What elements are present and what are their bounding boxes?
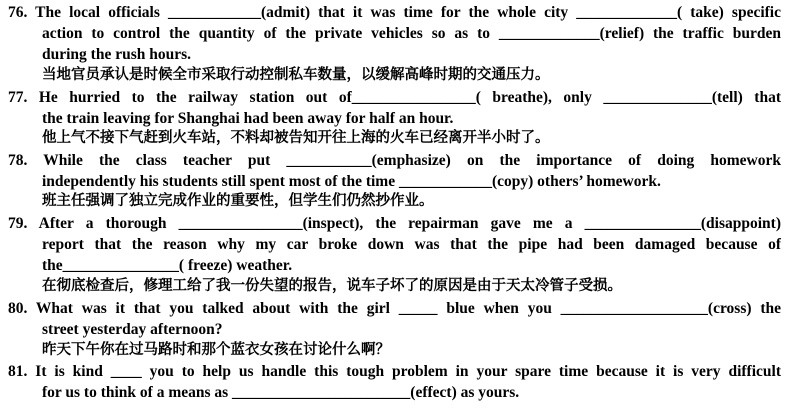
q78-translation: 班主任强调了独立完成作业的重要性，但学生们仍然抄作业。 — [42, 193, 434, 209]
q80-line-2: street yesterday afternoon? — [42, 321, 223, 338]
q76-line-1: 76. The local officials ____________(admit) that it was time for the whole city _____________( take) specific — [8, 4, 781, 21]
q77-line-1: 77. He hurried to the railway station out of________________( breathe), only ______________(tell) that — [8, 89, 781, 106]
q76-line-3: during the rush hours. — [42, 46, 192, 63]
q79-line-3: the_______________( freeze) weather. — [42, 257, 293, 274]
q77-translation: 他上气不接下气赶到火车站，不料却被告知开往上海的火车已经离开半小时了。 — [42, 130, 550, 146]
q81-line-1: 81. It is kind ____ you to help us handle this tough problem in your spare time because it is very difficult — [8, 363, 781, 380]
q80-line-1: 80. What was it that you talked about with the girl _____ blue when you ___________________(cross) the — [8, 300, 781, 317]
q77-line-2: the train leaving for Shanghai had been away for half an hour. — [42, 110, 454, 127]
q76-translation: 当地官员承认是时候全市采取行动控制私车数量，以缓解高峰时期的交通压力。 — [42, 67, 550, 83]
q76-line-2: action to control the quantity of the private vehicles so as to _____________(relief) the traffic burden — [42, 25, 781, 42]
q78-line-1: 78. While the class teacher put ___________(emphasize) on the importance of doing homework — [8, 152, 781, 169]
q78-line-2: independently his students still spent most of the time ____________(copy) others’ homework. — [42, 173, 661, 190]
q80-translation: 昨天下午你在过马路时和那个蓝衣女孩在讨论什么啊？ — [42, 342, 390, 358]
q79-line-1: 79. After a thorough ________________(inspect), the repairman gave me a _______________(disappoint) — [8, 215, 781, 232]
q81-line-2: for us to think of a means as _______________________(effect) as yours. — [42, 384, 520, 401]
q79-line-2: report that the reason why my car broke down was that the pipe had been damaged because of — [42, 236, 781, 253]
q79-translation: 在彻底检查后，修理工给了我一份失望的报告，说车子坏了的原因是由于天太冷管子受损。 — [42, 278, 622, 294]
